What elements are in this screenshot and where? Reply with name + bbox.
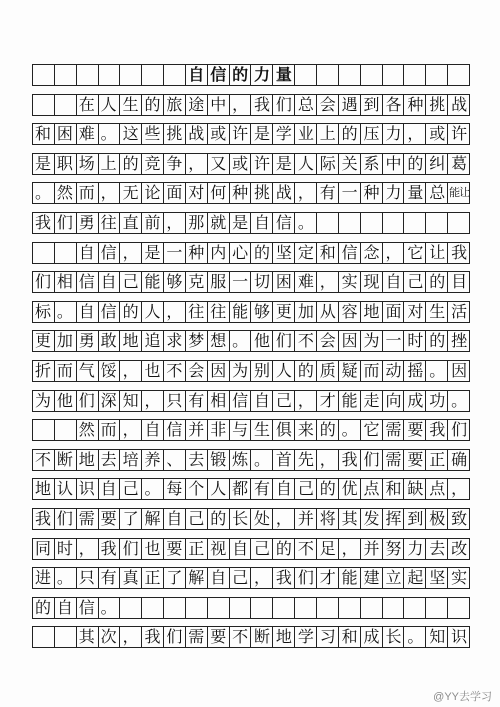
text-line (32, 478, 470, 500)
grid-cells (32, 94, 470, 116)
text-line (32, 419, 470, 441)
text-line (32, 597, 470, 619)
line-text: 不 断 地 去 培 养 、 去 锻 炼 。 首 先 ， 我 们 需 要 正 确 (34, 449, 468, 469)
text-line (32, 538, 470, 560)
watermark: @YY去学习 (433, 691, 492, 703)
grid-cells (32, 301, 470, 323)
text-line (32, 449, 470, 471)
line-text: 我 们 勇 往 直 前 ， 那 就 是 自 信 。 (34, 213, 314, 232)
grid-cells (32, 64, 470, 86)
line-text: 为 他 们 深 知 ， 只 有 相 信 自 己 ， 才 能 走 向 成 功 。 (34, 390, 468, 410)
line-text: 进 。 只 有 真 正 了 解 自 己 ， 我 们 才 能 建 立 起 坚 实 (34, 568, 468, 588)
grid-cells (32, 567, 470, 589)
grid-cells (32, 360, 470, 382)
grid-cells (32, 390, 470, 412)
line-text: 然 而 ， 自 信 并 非 与 生 俱 来 的 。 它 需 要 我 们 (78, 420, 468, 440)
grid-cells (32, 538, 470, 560)
text-line (32, 94, 470, 116)
essay-title: 自 信 的 力 量 (188, 65, 292, 84)
line-text: 我 们 需 要 了 解 自 己 的 长 处 ， 并 将 其 发 挥 到 极 致 (34, 509, 468, 528)
text-line (32, 271, 470, 293)
grid-cells (32, 419, 470, 441)
line-text: 地 认 识 自 己 。 每 个 人 都 有 自 己 的 优 点 和 缺 点 ， (34, 479, 468, 499)
line-text: 更 加 勇 敢 地 追 求 梦 想 。 他 们 不 会 因 为 一 时 的 挫 (34, 331, 468, 351)
text-line (32, 123, 470, 145)
grid-cells (32, 330, 470, 352)
text-line (32, 567, 470, 589)
text-line (32, 360, 470, 382)
line-text: 。 然 而 ， 无 论 面 对 何 种 挑 战 ， 有 一 种 力 量 总 能让 (34, 183, 470, 203)
grid-cells (32, 182, 470, 204)
grid-cells (32, 242, 470, 264)
line-text: 标 。 自 信 的 人 ， 往 往 能 够 更 加 从 容 地 面 对 生 活 (34, 301, 468, 321)
line-text: 在 人 生 的 旅 途 中 ， 我 们 总 会 遇 到 各 种 挑 战 (78, 94, 468, 114)
grid-cells (32, 478, 470, 500)
grid-cells (32, 123, 470, 145)
text-line (32, 153, 470, 175)
text-line (32, 242, 470, 264)
line-text: 们 相 信 自 己 能 够 克 服 一 切 困 难 ， 实 现 自 己 的 目 (34, 272, 468, 292)
line-text: 同 时 ， 我 们 也 要 正 视 自 己 的 不 足 ， 并 努 力 去 改 (34, 538, 468, 558)
grid-cells (32, 508, 470, 530)
grid-cells (32, 449, 470, 471)
text-line (32, 390, 470, 412)
line-text: 是 职 场 上 的 竞 争 ， 又 或 许 是 人 际 关 系 中 的 纠 葛 (34, 153, 468, 173)
grid-cells (32, 153, 470, 175)
line-text: 自 信 ， 是 一 种 内 心 的 坚 定 和 信 念 ， 它 让 我 (78, 242, 468, 262)
grid-cells (32, 626, 470, 648)
grid-cells (32, 597, 470, 619)
text-line (32, 212, 470, 234)
text-line (32, 301, 470, 323)
grid-cells (32, 271, 470, 293)
text-line (32, 182, 470, 204)
title-row (32, 64, 470, 86)
text-line (32, 330, 470, 352)
line-text: 和 困 难 。 这 些 挑 战 或 许 是 学 业 上 的 压 力 ， 或 许 (34, 124, 468, 144)
line-text: 其 次 ， 我 们 需 要 不 断 地 学 习 和 成 长 。 知 识 (78, 627, 468, 647)
text-line (32, 508, 470, 530)
grid-cells (32, 212, 470, 234)
line-text: 折 而 气 馁 ， 也 不 会 因 为 别 人 的 质 疑 而 动 摇 。 因 (34, 361, 468, 380)
text-line (32, 626, 470, 648)
line-text: 的 自 信 。 (34, 597, 117, 617)
